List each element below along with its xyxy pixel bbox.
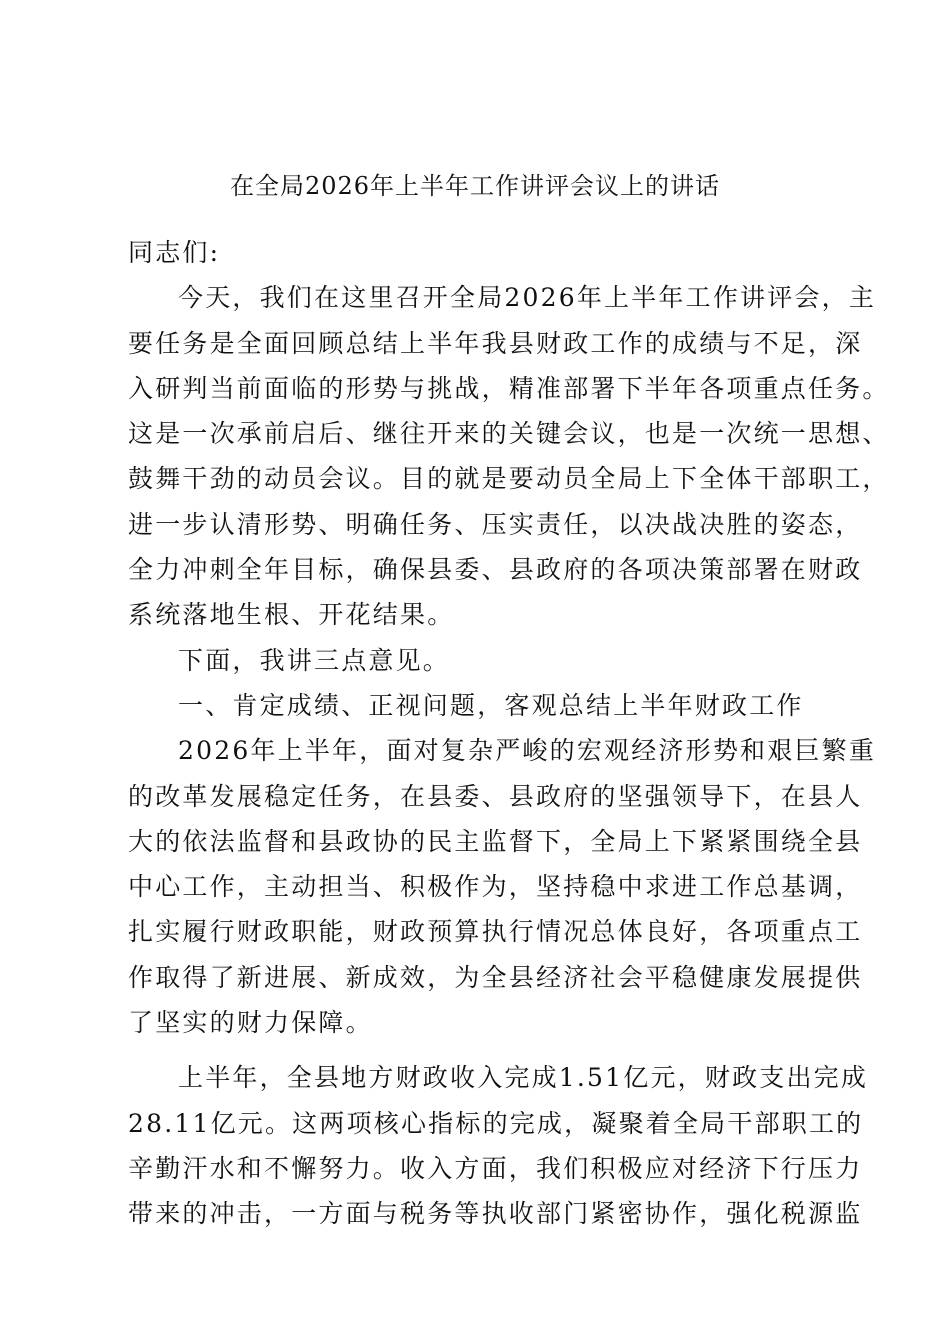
paragraph-line: 中心工作，主动担当、积极作为，坚持稳中求进工作总基调， [128,872,863,902]
document-title: 在全局2026年上半年工作讲评会议上的讲话 [229,172,721,200]
paragraph-line: 要任务是全面回顾总结上半年我县财政工作的成绩与不足，深 [128,328,863,358]
paragraph-line: 这是一次承前启后、继往开来的关键会议，也是一次统一思想、 [128,419,890,449]
paragraph-line: 28.11亿元。这两项核心指标的完成，凝聚着全局干部职工的 [128,1108,864,1138]
section-heading: 一、肯定成绩、正视问题，客观总结上半年财政工作 [178,690,804,720]
paragraph-line: 进一步认清形势、明确任务、压实责任，以决战决胜的姿态， [128,509,863,539]
paragraph-line: 扎实履行财政职能，财政预算执行情况总体良好，各项重点工 [128,917,863,947]
paragraph-line: 2026年上半年，面对复杂严峻的宏观经济形势和艰巨繁重 [178,736,877,766]
paragraph-line: 系统落地生根、开花结果。 [128,600,455,630]
paragraph-line: 入研判当前面临的形势与挑战，精准部署下半年各项重点任务。 [128,373,890,403]
paragraph-line: 辛勤汗水和不懈努力。收入方面，我们积极应对经济下行压力 [128,1153,863,1183]
salutation: 同志们: [128,238,221,267]
paragraph-line: 大的依法监督和县政协的民主监督下，全局上下紧紧围绕全县 [128,826,863,856]
document-body [128,230,890,1237]
paragraph-line: 全力冲刺全年目标，确保县委、县政府的各项决策部署在财政 [128,555,863,585]
paragraph-line: 的改革发展稳定任务，在县委、县政府的坚强领导下，在县人 [128,781,863,811]
paragraph-line: 上半年，全县地方财政收入完成1.51亿元，财政支出完成 [178,1063,869,1093]
paragraph-line: 下面，我讲三点意见。 [178,645,451,675]
paragraph-line: 鼓舞干劲的动员会议。目的就是要动员全局上下全体干部职工， [128,464,890,494]
paragraph-line: 作取得了新进展、新成效，为全县经济社会平稳健康发展提供 [128,962,863,992]
paragraph-gap [128,1045,858,1055]
paragraph-line: 带来的冲击，一方面与税务等执收部门紧密协作，强化税源监 [128,1199,863,1229]
paragraph-line: 今天，我们在这里召开全局2026年上半年工作讲评会，主 [178,283,877,313]
paragraph-line: 了坚实的财力保障。 [128,1008,373,1038]
